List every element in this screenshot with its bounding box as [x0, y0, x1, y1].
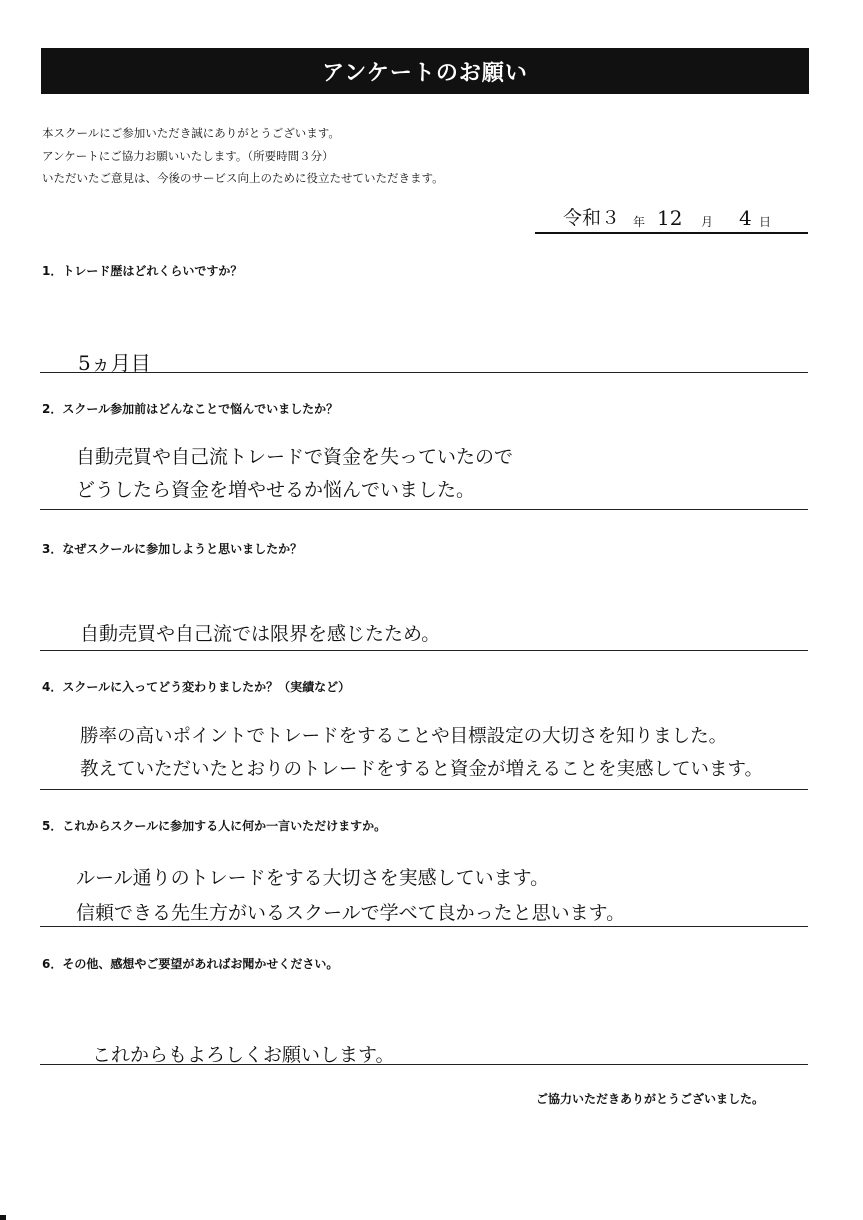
question-1: 1．トレード歴はどれくらいですか？ — [42, 264, 243, 278]
date-day: 4 — [739, 206, 752, 230]
question-2: 2．スクール参加前はどんなことで悩んでいましたか？ — [42, 402, 339, 416]
answer-1-line-1: 5ヵ月目 — [78, 351, 151, 375]
intro-line: いただいたご意見は、今後のサービス向上のために役立たせていただきます。 — [42, 171, 444, 185]
closing-thanks: ご協力いただきありがとうございました。 — [536, 1092, 765, 1106]
answer-3-line-1: 自動売買や自己流では限界を感じたため。 — [80, 623, 441, 645]
survey-title-bar — [41, 48, 809, 94]
answer-2-line-2: どうしたら資金を増やせるか悩んでいました。 — [76, 479, 476, 501]
answer-2-rule — [40, 509, 808, 510]
answer-4-rule — [40, 789, 808, 790]
date-era: 令和３ — [563, 207, 621, 229]
question-5: 5．これからスクールに参加する人に何か一言いただけますか。 — [42, 819, 387, 833]
date-month-label: 月 — [701, 215, 714, 229]
question-3: 3．なぜスクールに参加しようと思いましたか？ — [42, 542, 303, 556]
answer-3-rule — [40, 650, 808, 651]
question-4: 4．スクールに入ってどう変わりましたか？（実績など） — [42, 680, 351, 694]
answer-4-line-2: 教えていただいたとおりのトレードをすると資金が増えることを実感しています。 — [80, 759, 764, 780]
intro-line: アンケートにご協力お願いいたします。（所要時間３分） — [42, 148, 334, 163]
question-6: 6．その他、感想やご要望があればお聞かせください。 — [42, 957, 339, 971]
date-year-label: 年 — [633, 215, 646, 229]
intro-text — [42, 122, 444, 190]
answer-4-line-1: 勝率の高いポイントでトレードをすることや目標設定の大切さを知りました。 — [80, 726, 728, 747]
intro-line: 本スクールにご参加いただき誠にありがとうございます。 — [42, 126, 340, 140]
answer-1-rule — [40, 372, 808, 373]
answer-6-line-1: これからもよろしくお願いします。 — [92, 1044, 395, 1066]
date-day-label: 日 — [759, 215, 772, 229]
date-field — [535, 202, 808, 234]
scan-edge-mark — [0, 1215, 6, 1220]
answer-6-rule — [40, 1064, 808, 1065]
survey-title: アンケートのお願い — [322, 60, 528, 86]
answer-5-line-2: 信頼できる先生方がいるスクールで学べて良かったと思います。 — [76, 902, 626, 924]
answer-5-line-1: ルール通りのトレードをする大切さを実感しています。 — [76, 867, 550, 889]
answer-2-line-1: 自動売買や自己流トレードで資金を失っていたので — [76, 446, 514, 468]
answer-5-rule — [40, 926, 808, 927]
date-month: 12 — [657, 206, 683, 230]
